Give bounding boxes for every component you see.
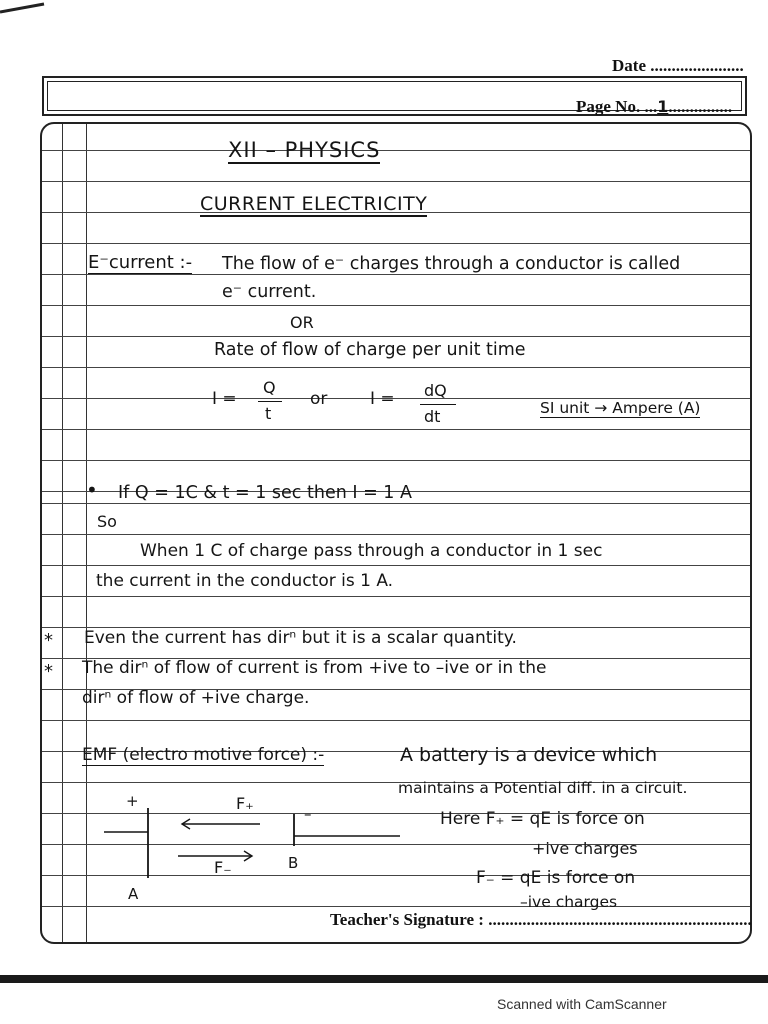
page-number bbox=[576, 97, 732, 117]
here-line-3: F₋ = qE is force on bbox=[476, 868, 636, 888]
note-line-2: The dirⁿ of flow of current is from +ive to –ive or in the bbox=[82, 658, 547, 678]
fraction-bar-1 bbox=[258, 401, 282, 402]
formula-2-denominator: dt bbox=[424, 407, 441, 426]
page-number-value: 1 bbox=[657, 97, 669, 116]
bottom-shadow bbox=[0, 975, 768, 983]
note-line-2-continued: dirⁿ of flow of +ive charge. bbox=[82, 688, 310, 708]
formula-or: or bbox=[310, 389, 328, 409]
emf-term: EMF (electro motive force) :- bbox=[82, 745, 325, 765]
emf-definition-line-2: maintains a Potential diff. in a circuit. bbox=[398, 779, 688, 797]
example-line-2: When 1 C of charge pass through a conductor in 1 sec bbox=[140, 541, 603, 561]
example-line-1: If Q = 1C & t = 1 sec then I = 1 A bbox=[118, 483, 412, 503]
margin-line-left bbox=[62, 124, 63, 942]
fraction-bar-2 bbox=[420, 404, 456, 405]
formula-1-lhs: I = bbox=[212, 389, 237, 409]
current-definition-line-1: The flow of e⁻ charges through a conductor is called bbox=[222, 254, 681, 274]
current-term: E⁻current :- bbox=[88, 252, 193, 273]
current-definition-line-3: Rate of flow of charge per unit time bbox=[214, 340, 526, 360]
formula-2-lhs: I = bbox=[370, 389, 395, 409]
example-so: So bbox=[97, 512, 117, 531]
date-label: Date ...................... bbox=[612, 56, 744, 75]
class-title: XII – PHYSICS bbox=[228, 138, 381, 162]
here-line-1: Here F₊ = qE is force on bbox=[440, 809, 645, 829]
formula-2-numerator: dQ bbox=[424, 381, 447, 400]
si-unit: SI unit → Ampere (A) bbox=[540, 399, 701, 417]
page-number-dots: ............... bbox=[668, 97, 733, 116]
formula-1-denominator: t bbox=[265, 404, 272, 423]
scanner-watermark: Scanned with CamScanner bbox=[497, 996, 667, 1012]
teacher-signature-label: Teacher's Signature : .............................................................. bbox=[330, 910, 752, 929]
note-star-2: * bbox=[44, 661, 53, 682]
force-positive-label: F₊ bbox=[236, 794, 254, 813]
point-a-label: A bbox=[128, 885, 139, 903]
point-b-label: B bbox=[288, 854, 299, 872]
current-definition-line-2: e⁻ current. bbox=[222, 282, 317, 302]
note-star-1: * bbox=[44, 630, 53, 651]
chapter-title: CURRENT ELECTRICITY bbox=[200, 193, 428, 215]
example-line-3: the current in the conductor is 1 A. bbox=[96, 571, 394, 591]
force-negative-label: F₋ bbox=[214, 858, 232, 877]
scan-edge-mark bbox=[0, 0, 46, 16]
note-line-1: Even the current has dirⁿ but it is a scalar quantity. bbox=[84, 628, 517, 648]
minus-terminal: – bbox=[304, 805, 312, 823]
here-line-4: –ive charges bbox=[520, 893, 618, 911]
page-number-label: Page No. ... bbox=[576, 97, 658, 116]
emf-definition-line-1: A battery is a device which bbox=[400, 744, 658, 766]
plus-terminal: + bbox=[126, 792, 139, 810]
or-label: OR bbox=[290, 313, 314, 332]
formula-1-numerator: Q bbox=[263, 378, 276, 397]
example-bullet: • bbox=[86, 478, 98, 502]
here-line-2: +ive charges bbox=[532, 839, 638, 858]
